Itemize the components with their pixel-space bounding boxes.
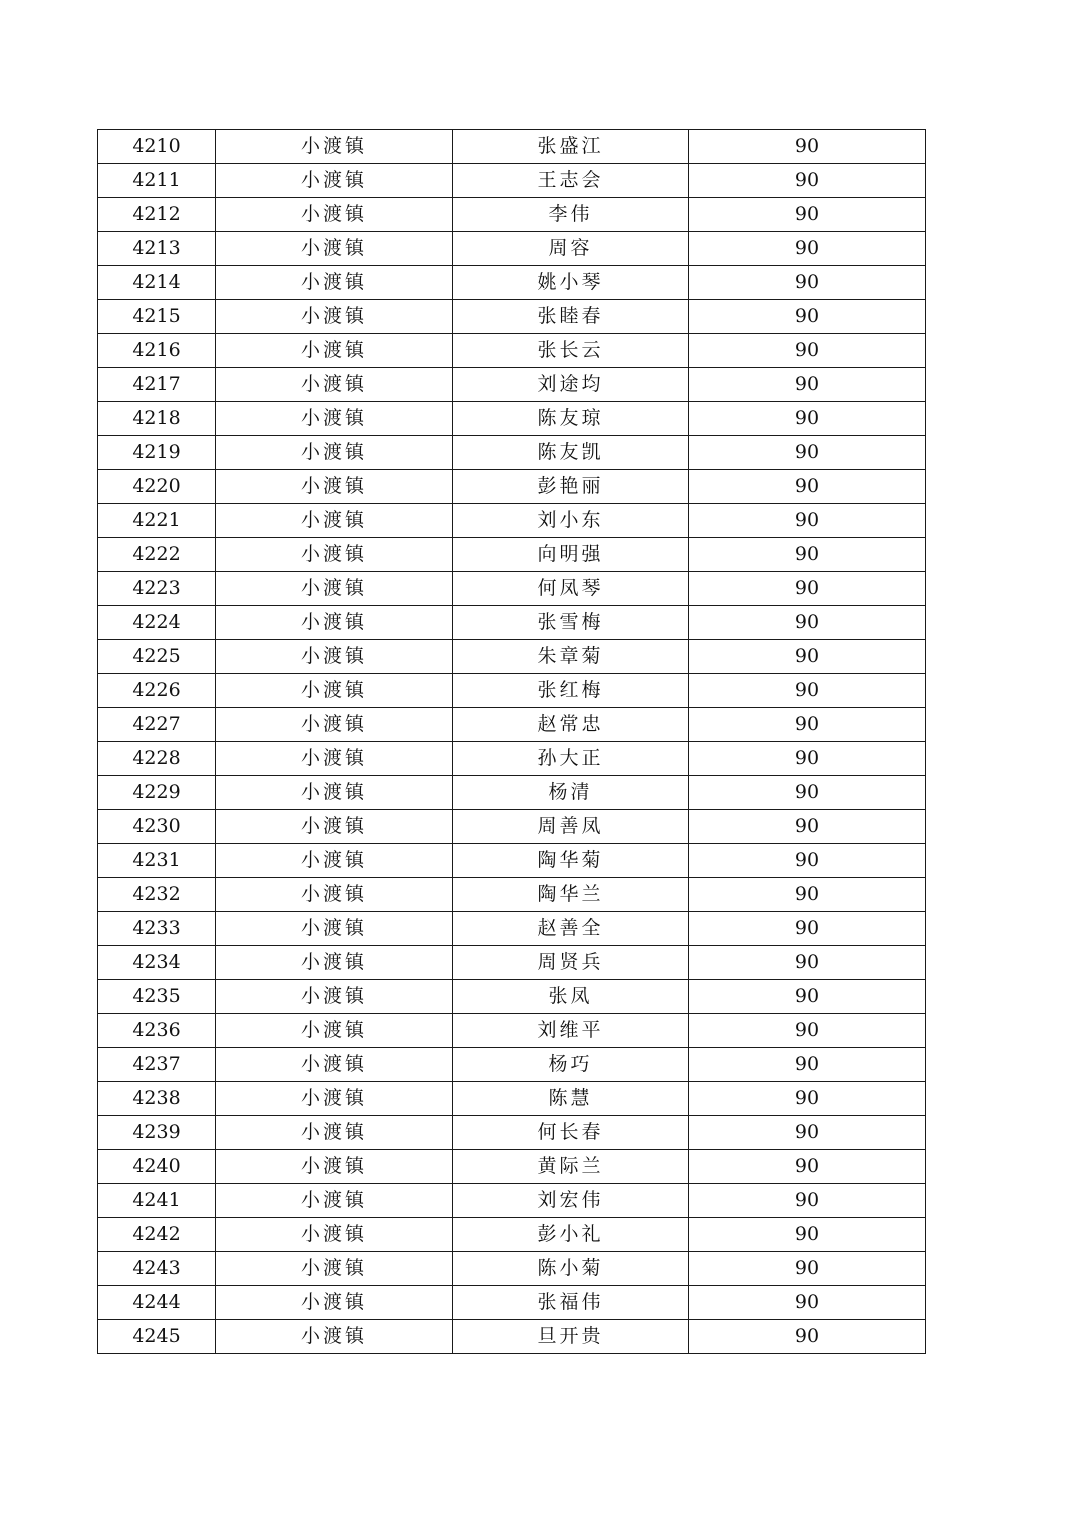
- cell-town: 小渡镇: [216, 1014, 453, 1048]
- cell-town: 小渡镇: [216, 946, 453, 980]
- table-row: [98, 946, 926, 980]
- cell-name: 张红梅: [453, 674, 689, 708]
- cell-town: 小渡镇: [216, 1048, 453, 1082]
- table-row: [98, 368, 926, 402]
- cell-name: 旦开贵: [453, 1320, 689, 1354]
- cell-name: 刘小东: [453, 504, 689, 538]
- cell-number: 4229: [98, 776, 216, 810]
- table-row: [98, 402, 926, 436]
- table-row: [98, 198, 926, 232]
- cell-number: 4235: [98, 980, 216, 1014]
- cell-amount: 90: [689, 300, 926, 334]
- cell-number: 4218: [98, 402, 216, 436]
- cell-name: 张长云: [453, 334, 689, 368]
- cell-number: 4232: [98, 878, 216, 912]
- cell-town: 小渡镇: [216, 266, 453, 300]
- cell-amount: 90: [689, 1082, 926, 1116]
- cell-number: 4214: [98, 266, 216, 300]
- cell-town: 小渡镇: [216, 232, 453, 266]
- cell-town: 小渡镇: [216, 1286, 453, 1320]
- table-row: [98, 232, 926, 266]
- cell-number: 4227: [98, 708, 216, 742]
- cell-amount: 90: [689, 504, 926, 538]
- table-row: [98, 1014, 926, 1048]
- table-row: [98, 334, 926, 368]
- cell-town: 小渡镇: [216, 844, 453, 878]
- cell-name: 何长春: [453, 1116, 689, 1150]
- cell-number: 4210: [98, 130, 216, 164]
- table-row: [98, 504, 926, 538]
- cell-amount: 90: [689, 844, 926, 878]
- cell-number: 4234: [98, 946, 216, 980]
- cell-amount: 90: [689, 776, 926, 810]
- cell-amount: 90: [689, 334, 926, 368]
- table-row: [98, 300, 926, 334]
- cell-amount: 90: [689, 946, 926, 980]
- cell-name: 向明强: [453, 538, 689, 572]
- table-row: [98, 130, 926, 164]
- cell-name: 彭艳丽: [453, 470, 689, 504]
- cell-amount: 90: [689, 538, 926, 572]
- cell-name: 陈友凯: [453, 436, 689, 470]
- cell-number: 4213: [98, 232, 216, 266]
- cell-number: 4211: [98, 164, 216, 198]
- cell-amount: 90: [689, 198, 926, 232]
- table-body: [98, 130, 926, 1354]
- cell-number: 4240: [98, 1150, 216, 1184]
- cell-name: 张凤: [453, 980, 689, 1014]
- cell-number: 4233: [98, 912, 216, 946]
- table-row: [98, 436, 926, 470]
- cell-town: 小渡镇: [216, 538, 453, 572]
- cell-town: 小渡镇: [216, 742, 453, 776]
- cell-name: 王志会: [453, 164, 689, 198]
- cell-name: 陈慧: [453, 1082, 689, 1116]
- table-row: [98, 266, 926, 300]
- cell-amount: 90: [689, 1014, 926, 1048]
- cell-amount: 90: [689, 130, 926, 164]
- cell-number: 4228: [98, 742, 216, 776]
- table-row: [98, 572, 926, 606]
- cell-number: 4244: [98, 1286, 216, 1320]
- cell-town: 小渡镇: [216, 368, 453, 402]
- cell-amount: 90: [689, 742, 926, 776]
- cell-number: 4241: [98, 1184, 216, 1218]
- cell-number: 4231: [98, 844, 216, 878]
- cell-town: 小渡镇: [216, 606, 453, 640]
- cell-town: 小渡镇: [216, 504, 453, 538]
- cell-town: 小渡镇: [216, 1150, 453, 1184]
- cell-amount: 90: [689, 674, 926, 708]
- table-row: [98, 538, 926, 572]
- cell-amount: 90: [689, 912, 926, 946]
- cell-amount: 90: [689, 266, 926, 300]
- table-row: [98, 1286, 926, 1320]
- table-row: [98, 606, 926, 640]
- cell-number: 4217: [98, 368, 216, 402]
- cell-amount: 90: [689, 708, 926, 742]
- cell-number: 4224: [98, 606, 216, 640]
- table-row: [98, 776, 926, 810]
- cell-name: 陈小菊: [453, 1252, 689, 1286]
- cell-amount: 90: [689, 606, 926, 640]
- cell-name: 张雪梅: [453, 606, 689, 640]
- cell-name: 黄际兰: [453, 1150, 689, 1184]
- cell-amount: 90: [689, 1286, 926, 1320]
- cell-number: 4212: [98, 198, 216, 232]
- data-table: [97, 129, 926, 1354]
- table-row: [98, 810, 926, 844]
- cell-amount: 90: [689, 1252, 926, 1286]
- cell-name: 赵常忠: [453, 708, 689, 742]
- cell-amount: 90: [689, 470, 926, 504]
- cell-town: 小渡镇: [216, 1252, 453, 1286]
- cell-amount: 90: [689, 1116, 926, 1150]
- cell-name: 赵善全: [453, 912, 689, 946]
- cell-amount: 90: [689, 402, 926, 436]
- cell-town: 小渡镇: [216, 1320, 453, 1354]
- cell-name: 杨巧: [453, 1048, 689, 1082]
- cell-town: 小渡镇: [216, 674, 453, 708]
- cell-town: 小渡镇: [216, 640, 453, 674]
- table-row: [98, 674, 926, 708]
- cell-town: 小渡镇: [216, 198, 453, 232]
- cell-amount: 90: [689, 1048, 926, 1082]
- cell-number: 4226: [98, 674, 216, 708]
- cell-name: 姚小琴: [453, 266, 689, 300]
- cell-town: 小渡镇: [216, 810, 453, 844]
- table-row: [98, 1320, 926, 1354]
- cell-town: 小渡镇: [216, 912, 453, 946]
- table-row: [98, 164, 926, 198]
- table-row: [98, 742, 926, 776]
- table-row: [98, 1252, 926, 1286]
- cell-name: 周容: [453, 232, 689, 266]
- cell-amount: 90: [689, 980, 926, 1014]
- cell-town: 小渡镇: [216, 708, 453, 742]
- cell-town: 小渡镇: [216, 1082, 453, 1116]
- table-row: [98, 878, 926, 912]
- cell-name: 陶华菊: [453, 844, 689, 878]
- cell-name: 张睦春: [453, 300, 689, 334]
- cell-amount: 90: [689, 1150, 926, 1184]
- cell-town: 小渡镇: [216, 980, 453, 1014]
- cell-name: 张盛江: [453, 130, 689, 164]
- cell-name: 朱章菊: [453, 640, 689, 674]
- cell-town: 小渡镇: [216, 572, 453, 606]
- cell-town: 小渡镇: [216, 164, 453, 198]
- cell-number: 4238: [98, 1082, 216, 1116]
- cell-amount: 90: [689, 1218, 926, 1252]
- cell-town: 小渡镇: [216, 300, 453, 334]
- cell-number: 4237: [98, 1048, 216, 1082]
- cell-amount: 90: [689, 1184, 926, 1218]
- cell-number: 4216: [98, 334, 216, 368]
- cell-name: 杨清: [453, 776, 689, 810]
- cell-name: 张福伟: [453, 1286, 689, 1320]
- cell-number: 4220: [98, 470, 216, 504]
- cell-town: 小渡镇: [216, 1184, 453, 1218]
- cell-name: 周贤兵: [453, 946, 689, 980]
- table-row: [98, 470, 926, 504]
- cell-amount: 90: [689, 164, 926, 198]
- cell-number: 4243: [98, 1252, 216, 1286]
- cell-town: 小渡镇: [216, 776, 453, 810]
- cell-town: 小渡镇: [216, 436, 453, 470]
- cell-name: 刘宏伟: [453, 1184, 689, 1218]
- cell-name: 孙大正: [453, 742, 689, 776]
- table-row: [98, 1218, 926, 1252]
- cell-amount: 90: [689, 572, 926, 606]
- cell-name: 刘途均: [453, 368, 689, 402]
- cell-name: 周善凤: [453, 810, 689, 844]
- table-row: [98, 912, 926, 946]
- cell-amount: 90: [689, 640, 926, 674]
- cell-number: 4236: [98, 1014, 216, 1048]
- table-row: [98, 1184, 926, 1218]
- table-row: [98, 1082, 926, 1116]
- cell-amount: 90: [689, 368, 926, 402]
- cell-number: 4230: [98, 810, 216, 844]
- cell-town: 小渡镇: [216, 402, 453, 436]
- table-row: [98, 980, 926, 1014]
- table-row: [98, 1116, 926, 1150]
- cell-town: 小渡镇: [216, 1218, 453, 1252]
- cell-number: 4215: [98, 300, 216, 334]
- cell-name: 陶华兰: [453, 878, 689, 912]
- cell-number: 4219: [98, 436, 216, 470]
- cell-number: 4242: [98, 1218, 216, 1252]
- cell-amount: 90: [689, 878, 926, 912]
- table-row: [98, 844, 926, 878]
- table-row: [98, 1048, 926, 1082]
- cell-amount: 90: [689, 810, 926, 844]
- cell-number: 4245: [98, 1320, 216, 1354]
- table-row: [98, 708, 926, 742]
- cell-amount: 90: [689, 436, 926, 470]
- cell-number: 4225: [98, 640, 216, 674]
- cell-amount: 90: [689, 232, 926, 266]
- cell-town: 小渡镇: [216, 334, 453, 368]
- cell-number: 4222: [98, 538, 216, 572]
- cell-name: 李伟: [453, 198, 689, 232]
- cell-name: 刘维平: [453, 1014, 689, 1048]
- table-row: [98, 1150, 926, 1184]
- cell-town: 小渡镇: [216, 1116, 453, 1150]
- cell-number: 4223: [98, 572, 216, 606]
- cell-amount: 90: [689, 1320, 926, 1354]
- cell-town: 小渡镇: [216, 878, 453, 912]
- cell-name: 彭小礼: [453, 1218, 689, 1252]
- cell-name: 何凤琴: [453, 572, 689, 606]
- table-row: [98, 640, 926, 674]
- cell-number: 4221: [98, 504, 216, 538]
- cell-town: 小渡镇: [216, 130, 453, 164]
- cell-name: 陈友琼: [453, 402, 689, 436]
- cell-town: 小渡镇: [216, 470, 453, 504]
- cell-number: 4239: [98, 1116, 216, 1150]
